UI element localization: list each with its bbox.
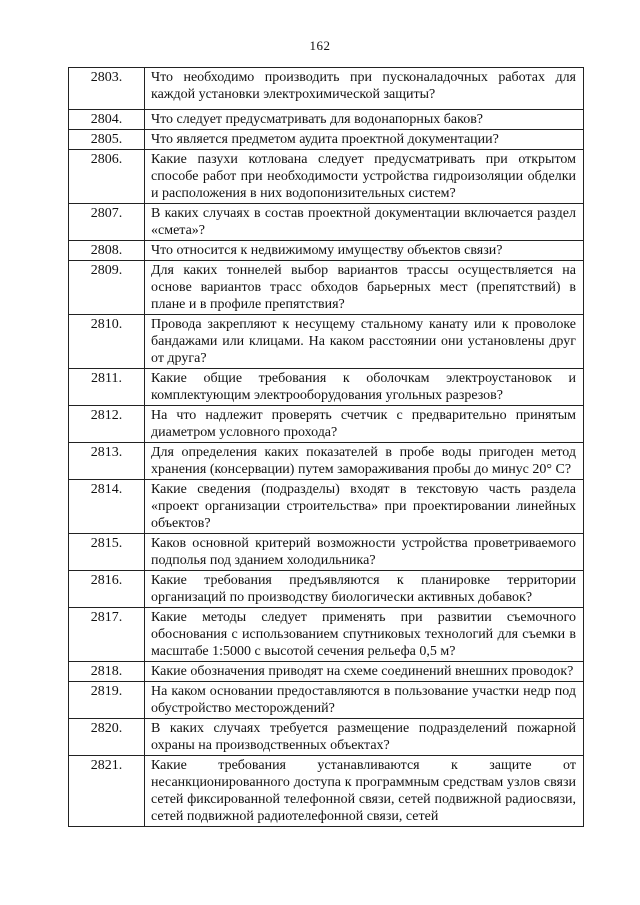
question-number: 2821. — [69, 756, 145, 827]
table-row — [69, 480, 584, 534]
question-number: 2816. — [69, 571, 145, 608]
question-text: В каких случаях требуется размещение подразделений пожарной охраны на производственных объектах? — [145, 719, 584, 756]
table-row — [69, 571, 584, 608]
table-row — [69, 261, 584, 315]
question-number: 2815. — [69, 534, 145, 571]
question-text: На каком основании предоставляются в пользование участки недр под обустройство месторождений? — [145, 682, 584, 719]
question-number: 2805. — [69, 130, 145, 150]
question-number: 2814. — [69, 480, 145, 534]
table-row — [69, 204, 584, 241]
question-text: Какие сведения (подразделы) входят в текстовую часть раздела «проект организации строительства» при проектировании линейных объектов? — [145, 480, 584, 534]
question-text: Для каких тоннелей выбор вариантов трассы осуществляется на основе вариантов трасс обходов барьерных мест (препятствий) в плане и в профиле препятствия? — [145, 261, 584, 315]
question-number: 2820. — [69, 719, 145, 756]
table-row — [69, 662, 584, 682]
table-row — [69, 369, 584, 406]
question-number: 2803. — [69, 68, 145, 110]
table-row — [69, 110, 584, 130]
table-row — [69, 608, 584, 662]
question-text: Какие требования предъявляются к планировке территории организаций по производству биологически активных добавок? — [145, 571, 584, 608]
question-number: 2819. — [69, 682, 145, 719]
question-number: 2808. — [69, 241, 145, 261]
question-number: 2817. — [69, 608, 145, 662]
question-text: На что надлежит проверять счетчик с предварительно принятым диаметром условного прохода? — [145, 406, 584, 443]
question-text: Какие пазухи котлована следует предусматривать при открытом способе работ при необходимости устройства гидроизоляции обделки и расположения в них водопонизительных систем? — [145, 150, 584, 204]
question-text: Для определения каких показателей в пробе воды пригоден метод хранения (консервации) путем замораживания пробы до минус 20° С? — [145, 443, 584, 480]
question-number: 2806. — [69, 150, 145, 204]
table-row — [69, 68, 584, 110]
question-text: Провода закрепляют к несущему стальному канату или к проволоке бандажами или клицами. На каком расстоянии они установлены друг от друга? — [145, 315, 584, 369]
table-row — [69, 756, 584, 827]
table-row — [69, 315, 584, 369]
question-text: Что необходимо производить при пусконаладочных работах для каждой установки электрохимической защиты? — [145, 68, 584, 110]
question-text: Какие методы следует применять при развитии съемочного обоснования с использованием спутниковых технологий для съемки в масштабе 1:5000 с высотой сечения рельефа 0,5 м? — [145, 608, 584, 662]
question-text: Какие обозначения приводят на схеме соединений внешних проводок? — [145, 662, 584, 682]
question-number: 2812. — [69, 406, 145, 443]
question-text: Какие общие требования к оболочкам электроустановок и комплектующим электрооборудования угольных разрезов? — [145, 369, 584, 406]
question-number: 2807. — [69, 204, 145, 241]
table-row — [69, 719, 584, 756]
table-row — [69, 130, 584, 150]
question-number: 2809. — [69, 261, 145, 315]
question-text: Что является предметом аудита проектной документации? — [145, 130, 584, 150]
table-row — [69, 682, 584, 719]
question-text: Каков основной критерий возможности устройства проветриваемого подполья под зданием холодильника? — [145, 534, 584, 571]
question-text: Что следует предусматривать для водонапорных баков? — [145, 110, 584, 130]
table-row — [69, 534, 584, 571]
table-row — [69, 406, 584, 443]
questions-table — [68, 67, 584, 827]
table-row — [69, 150, 584, 204]
question-text: В каких случаях в состав проектной документации включается раздел «смета»? — [145, 204, 584, 241]
question-number: 2804. — [69, 110, 145, 130]
question-number: 2811. — [69, 369, 145, 406]
question-number: 2813. — [69, 443, 145, 480]
page-number: 162 — [309, 38, 331, 53]
question-number: 2818. — [69, 662, 145, 682]
question-number: 2810. — [69, 315, 145, 369]
question-text: Что относится к недвижимому имуществу объектов связи? — [145, 241, 584, 261]
table-row — [69, 241, 584, 261]
table-row — [69, 443, 584, 480]
question-text: Какие требования устанавливаются к защите от несанкционированного доступа к программным средствам узлов связи сетей фиксированной телефонной связи, сетей подвижной радиосвязи, сетей подвижной радиотелефонной связи, сетей — [145, 756, 584, 827]
